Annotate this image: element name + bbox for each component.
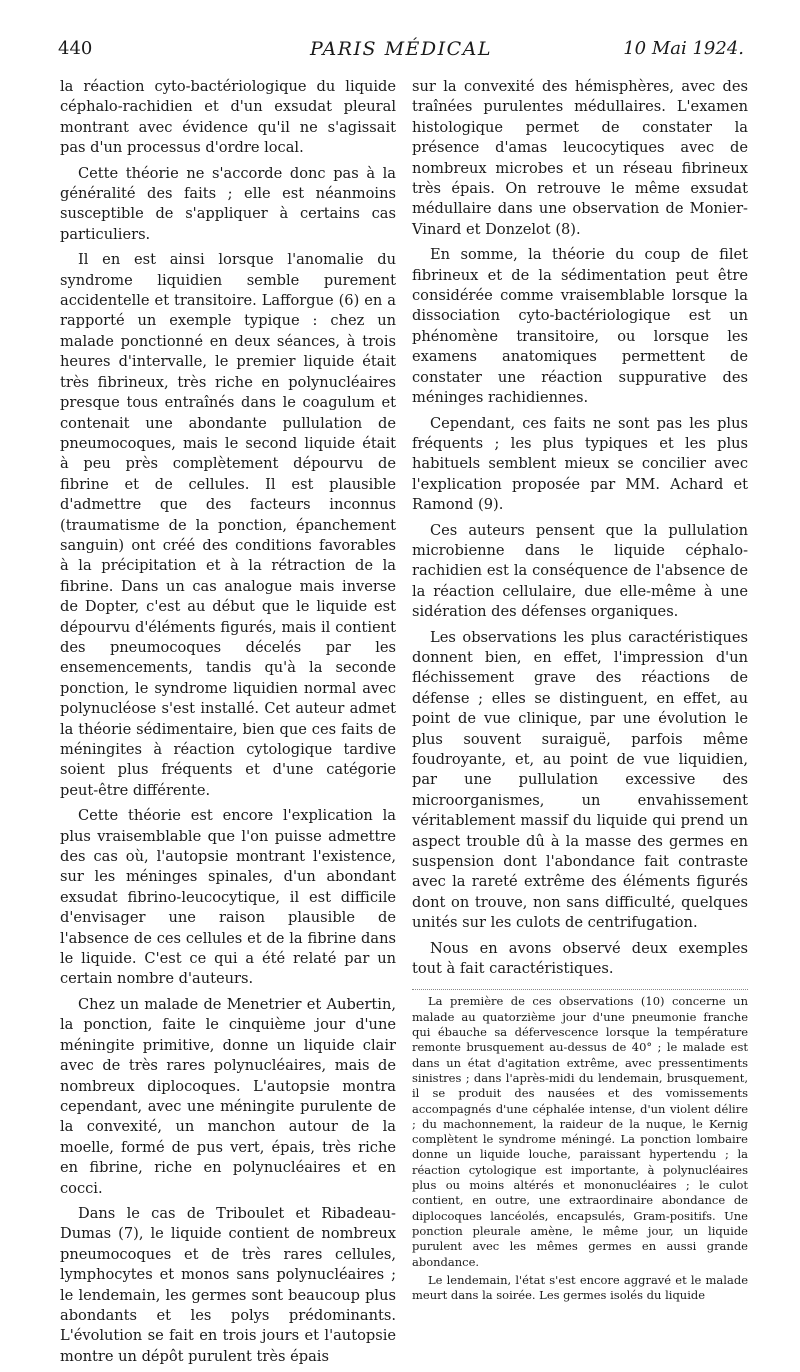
separator	[412, 989, 748, 990]
paragraph: Ces auteurs pensent que la pullulation microbienne dans le liquide céphalo-rachidien est la conséquence de l'absence de la réaction cellulaire, due elle-même à une sidération des défenses organiques.	[412, 521, 748, 621]
paragraph: Nous en avons observé deux exemples tout à fait caractéristiques.	[412, 939, 748, 978]
left-column	[60, 77, 396, 1372]
paragraph: Cette théorie est encore l'explication la plus vraisemblable que l'on puisse admettre des cas où, l'autopsie montrant l'existence, sur les méninges spinales, d'un abondant exsudat fibrino-leucocytique, il est difficile d'envisager une raison plausible de l'absence de ces cellules et de la fibrine dans le liquide. C'est ce qui a été relaté par un certain nombre d'auteurs.	[60, 807, 396, 988]
page-number: 440	[58, 38, 93, 59]
paragraph: Cette théorie ne s'accorde donc pas à la généralité des faits ; elle est néanmoins susceptible de s'appliquer à certains cas particuliers.	[60, 164, 396, 243]
paragraph: Chez un malade de Menetrier et Aubertin, la ponction, faite le cinquième jour d'une méningite primitive, donne un liquide clair avec de très rares polynucléaires, mais de nombreux diplocoques. L'autopsie montra cependant, avec une méningite purulente de la convexité, un manchon autour de la moelle, formé de pus vert, épais, très riche en fibrine, riche en polynucléaires et en cocci.	[60, 995, 396, 1197]
paragraph: En somme, la théorie du coup de filet fibrineux et de la sédimentation peut être considérée comme vraisemblable lorsque la dissociation cyto-bactériologique est un phénomène transitoire, ou lorsque les examens anatomiques permettent de constater une réaction suppurative des méninges rachidiennes.	[412, 246, 748, 407]
paragraph: la réaction cyto-bactériologique du liquide céphalo-rachidien et d'un exsudat pleural montrant avec évidence qu'il ne s'agissait pas d'un processus d'ordre local.	[60, 78, 396, 157]
case-report-smallprint	[412, 989, 748, 1303]
paragraph: Dans le cas de Triboulet et Ribadeau-Dumas (7), le liquide contient de nombreux pneumocoques et de très rares cellules, lymphocytes et monos sans polynucléaires ; le lendemain, les germes sont beaucoup plus abondants et les polys prédominants. L'évolution se fait en trois jours et l'autopsie montre un dépôt purulent très épais	[60, 1204, 396, 1365]
journal-title: PARIS MÉDICAL	[309, 38, 493, 60]
paragraph: sur la convexité des hémisphères, avec des traînées purulentes médullaires. L'examen histologique permet de constater la présence d'amas leucocytiques avec de nombreux microbes et un réseau fibrineux très épais. On retrouve le même exsudat médullaire dans une observation de Monier-Vinard et Donzelot (8).	[412, 78, 748, 238]
case-paragraph: Le lendemain, l'état s'est encore aggravé et le malade meurt dans la soirée. Les germes isolés du liquide	[412, 1272, 748, 1303]
paragraph: Les observations les plus caractéristiques donnent bien, en effet, l'impression d'un fléchissement grave des réactions de défense ; elles se distinguent, en effet, au point de vue clinique, par une évolution le plus souvent suraiguë, parfois même foudroyante, et, au point de vue liquidien, par une pullulation excessive des microorganismes, un envahissement véritablement massif du liquide qui prend un aspect trouble dû à la masse des germes en suspension dont l'abondance fait contraste avec la rareté extrême des éléments figurés dont on trouve, non sans difficulté, quelques unités sur les culots de centrifugation.	[412, 628, 748, 932]
page-header	[58, 38, 744, 66]
right-column	[412, 77, 748, 1306]
paragraph: Il en est ainsi lorsque l'anomalie du syndrome liquidien semble purement accidentelle et transitoire. Lafforgue (6) en a rapporté un exemple typique : chez un malade ponctionné en deux séances, à trois heures d'intervalle, le premier liquide était très fibrineux, très riche en polynucléaires presque tous entraînés dans le coagulum et contenait une abondante pullulation de pneumocoques, mais le second liquide était à peu près complètement dépourvu de fibrine et de cellules. Il est plausible d'admettre que des facteurs inconnus (traumatisme de la ponction, épanchement sanguin) ont créé des conditions favorables à la précipitation et à la rétraction de la fibrine. Dans un cas analogue mais inverse de Dopter, c'est au début que le liquide est dépourvu d'éléments figurés, mais il contient des pneumocoques décelés par les ensemencements, tandis qu'à la seconde ponction, le syndrome liquidien normal avec polynucléose s'est installé. Cet auteur admet la théorie sédimentaire, bien que ces faits de méningites à réaction cytologique tardive soient plus fréquents et d'une catégorie peut-être différente.	[60, 251, 396, 799]
case-paragraph: La première de ces observations (10) concerne un malade au quatorzième jour d'une pneumonie franche qui ébauche sa défervescence lorsque la température remonte brusquement au-dessus de 40° ; le malade est dans un état d'agitation extrême, avec pressentiments sinistres ; dans l'après-midi du lendemain, brusquement, il se produit des nausées et des vomissements accompagnés d'une céphalée intense, d'un violent délire ; du machonnement, la raideur de la nuque, le Kernig complètent le syndrome méningé. La ponction lombaire donne un liquide louche, paraissant hypertendu ; la réaction cytologique est importante, à polynucléaires plus ou moins altérés et mononucléaires ; le culot contient, en outre, une extraordinaire abondance de diplocoques lancéolés, encapsulés, Gram-positifs. Une ponction pleurale amène, le même jour, un liquide purulent avec les mêmes germes en aussi grande abondance.	[412, 994, 748, 1269]
issue-date: 10 Mai 1924.	[623, 38, 744, 59]
paragraph: Cependant, ces faits ne sont pas les plus fréquents ; les plus typiques et les plus habituels semblent mieux se concilier avec l'explication proposée par MM. Achard et Ramond (9).	[412, 414, 748, 514]
